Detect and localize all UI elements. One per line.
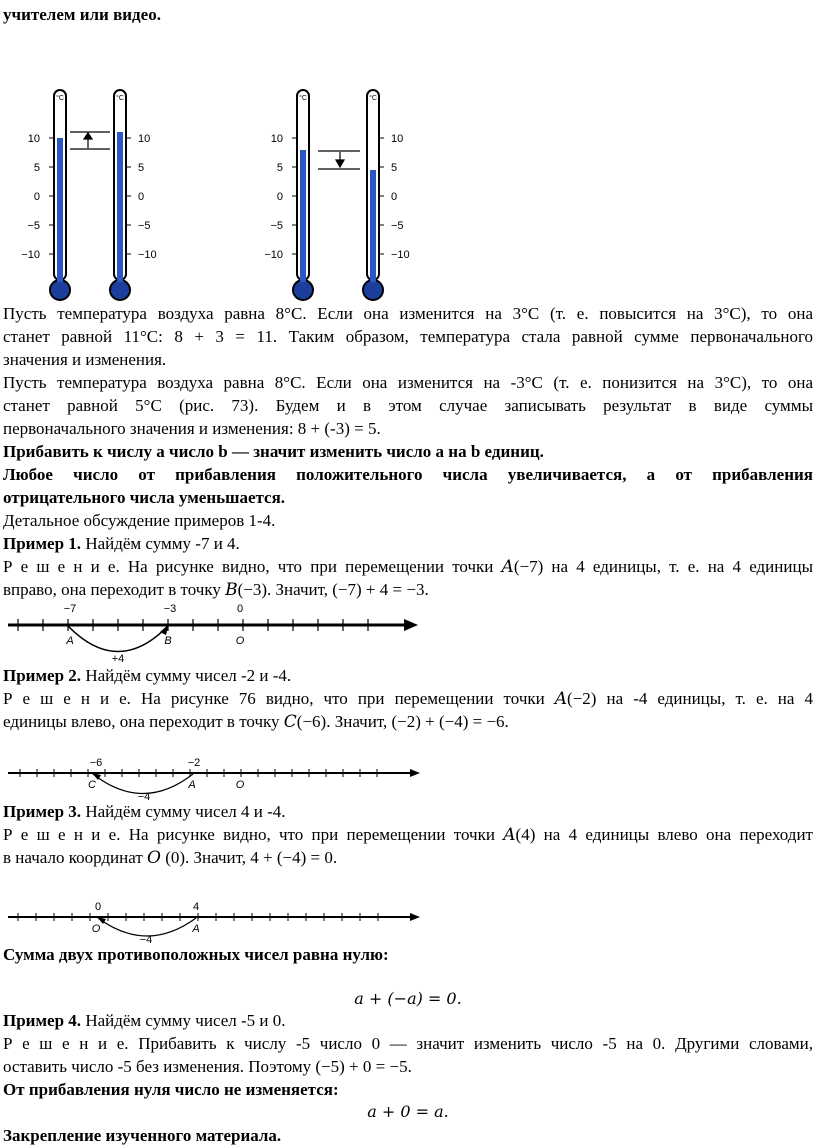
svg-text:A: A: [188, 779, 196, 791]
svg-text:0: 0: [276, 191, 283, 203]
svg-text:0: 0: [138, 191, 145, 203]
example3-solution-2: в начало координат 𝑂 (0). Значит, 4 + (−4) = 0.: [3, 848, 338, 867]
example2-solution-2: единицы влево, она переходит в точку 𝐶(−6). Значит, (−2) + (−4) = −6.: [3, 712, 509, 731]
thermometers-figure: [0, 0, 816, 300]
svg-text:O: O: [91, 923, 101, 935]
svg-text:−3: −3: [163, 603, 177, 615]
detail-line: Детальное обсуждение примеров 1-4.: [3, 511, 276, 530]
p2-line2: станет равной 5°С (рис. 73). Будем и в этом случае записывать результат в виде суммы: [3, 396, 813, 415]
p1-line3: значения и изменения.: [3, 350, 167, 369]
svg-text:5: 5: [391, 162, 398, 174]
svg-text:−4: −4: [139, 934, 153, 946]
svg-text:−7: −7: [63, 603, 77, 615]
number-line-3: [8, 902, 428, 946]
example1-solution-2: вправо, она переходит в точку 𝐵(−3). Значит, (−7) + 4 = −3.: [3, 580, 429, 599]
svg-text:−10: −10: [264, 249, 283, 261]
svg-text:4: 4: [192, 901, 200, 913]
top-line: учителем или видео.: [3, 5, 161, 24]
svg-text:0: 0: [33, 191, 40, 203]
example1-heading: Пример 1. Найдём сумму -7 и 4.: [3, 534, 240, 553]
thermometer-right-1: [110, 90, 131, 300]
svg-text:A: A: [192, 923, 200, 935]
arrow-down-marker: [318, 151, 360, 169]
example4-solution-2: оставить число -5 без изменения. Поэтому (−5) + 0 = −5.: [3, 1057, 412, 1076]
rule-4: От прибавления нуля число не изменяется:: [3, 1080, 339, 1099]
example4-solution-1: Р е ш е н и е. Прибавить к числу -5 число 0 — значит изменить число -5 на 0. Другими словами,: [3, 1034, 813, 1053]
number-line-1: [8, 602, 428, 665]
svg-text:10: 10: [138, 133, 151, 145]
example3-heading: Пример 3. Найдём сумму чисел 4 и -4.: [3, 802, 286, 821]
svg-text:−2: −2: [187, 757, 201, 769]
scale-labels-2-left: [264, 133, 283, 261]
scale-labels-1-right: [138, 133, 157, 261]
p2-line3: первоначального значения и изменения: 8 + (-3) = 5.: [3, 419, 381, 438]
p1-line2: станет равной 11°С: 8 + 3 = 11. Таким образом, температура стала равной сумме первоначального: [3, 327, 813, 346]
rule-2-line1: Любое число от прибавления положительного числа увеличивается, а от прибавления: [3, 465, 813, 484]
thermometer-left-1: [49, 90, 70, 300]
example3-solution-1: Р е ш е н и е. На рисунке видно, что при перемещении точки 𝐴(4) на 4 единицы влево она переходит: [3, 825, 813, 844]
footer-heading: Закрепление изученного материала.: [3, 1126, 282, 1145]
example4-heading: Пример 4. Найдём сумму чисел -5 и 0.: [3, 1011, 286, 1030]
svg-text:−4: −4: [137, 791, 151, 803]
formula-opposites: 𝑎 + (−𝑎) = 0.: [354, 989, 462, 1008]
scale-labels-2-right: [391, 133, 410, 261]
svg-text:0: 0: [236, 603, 244, 615]
svg-text:10: 10: [27, 133, 40, 145]
svg-text:−10: −10: [391, 249, 410, 261]
formula-zero: 𝑎 + 0 = 𝑎.: [367, 1102, 449, 1121]
svg-text:O: O: [235, 635, 245, 647]
thermometer-right-2: [363, 90, 384, 300]
arrow-up-marker: [70, 132, 110, 149]
svg-text:O: O: [235, 779, 245, 791]
number-line-2: [8, 758, 428, 802]
example2-heading: Пример 2. Найдём сумму чисел -2 и -4.: [3, 666, 292, 685]
svg-text:+4: +4: [111, 653, 125, 665]
svg-text:A: A: [66, 635, 74, 647]
rule-2-line2: отрицательного числа уменьшается.: [3, 488, 286, 507]
rule-3: Сумма двух противоположных чисел равна нулю:: [3, 945, 389, 964]
svg-text:−10: −10: [138, 249, 157, 261]
p2-line1: Пусть температура воздуха равна 8°С. Если она изменится на -3°С (т. е. понизится на 3°С), то она: [3, 373, 813, 392]
svg-text:−5: −5: [27, 220, 40, 232]
svg-text:0: 0: [391, 191, 398, 203]
svg-text:−5: −5: [391, 220, 404, 232]
svg-text:−5: −5: [270, 220, 283, 232]
svg-text:0: 0: [94, 901, 102, 913]
svg-text:5: 5: [33, 162, 40, 174]
thermometer-left-2: [292, 90, 313, 300]
p1-line1: Пусть температура воздуха равна 8°С. Если она изменится на 3°С (т. е. повысится на 3°С), то она: [3, 304, 813, 323]
scale-labels-1-left: [21, 133, 40, 261]
svg-text:10: 10: [391, 133, 404, 145]
svg-text:10: 10: [270, 133, 283, 145]
svg-text:5: 5: [276, 162, 283, 174]
svg-text:−10: −10: [21, 249, 40, 261]
example1-solution-1: Р е ш е н и е. На рисунке видно, что при перемещении точки 𝐴(−7) на 4 единицы, т. е. на 4 единицы: [3, 557, 813, 576]
example2-solution-1: Р е ш е н и е. На рисунке 76 видно, что при перемещении точки 𝐴(−2) на -4 единицы, т. е. на 4: [3, 689, 813, 708]
svg-text:5: 5: [138, 162, 145, 174]
rule-1: Прибавить к числу a число b — значит изменить число a на b единиц.: [3, 442, 544, 461]
svg-text:B: B: [164, 635, 172, 647]
svg-text:−5: −5: [138, 220, 151, 232]
svg-text:C: C: [88, 779, 96, 791]
svg-text:−6: −6: [89, 757, 103, 769]
